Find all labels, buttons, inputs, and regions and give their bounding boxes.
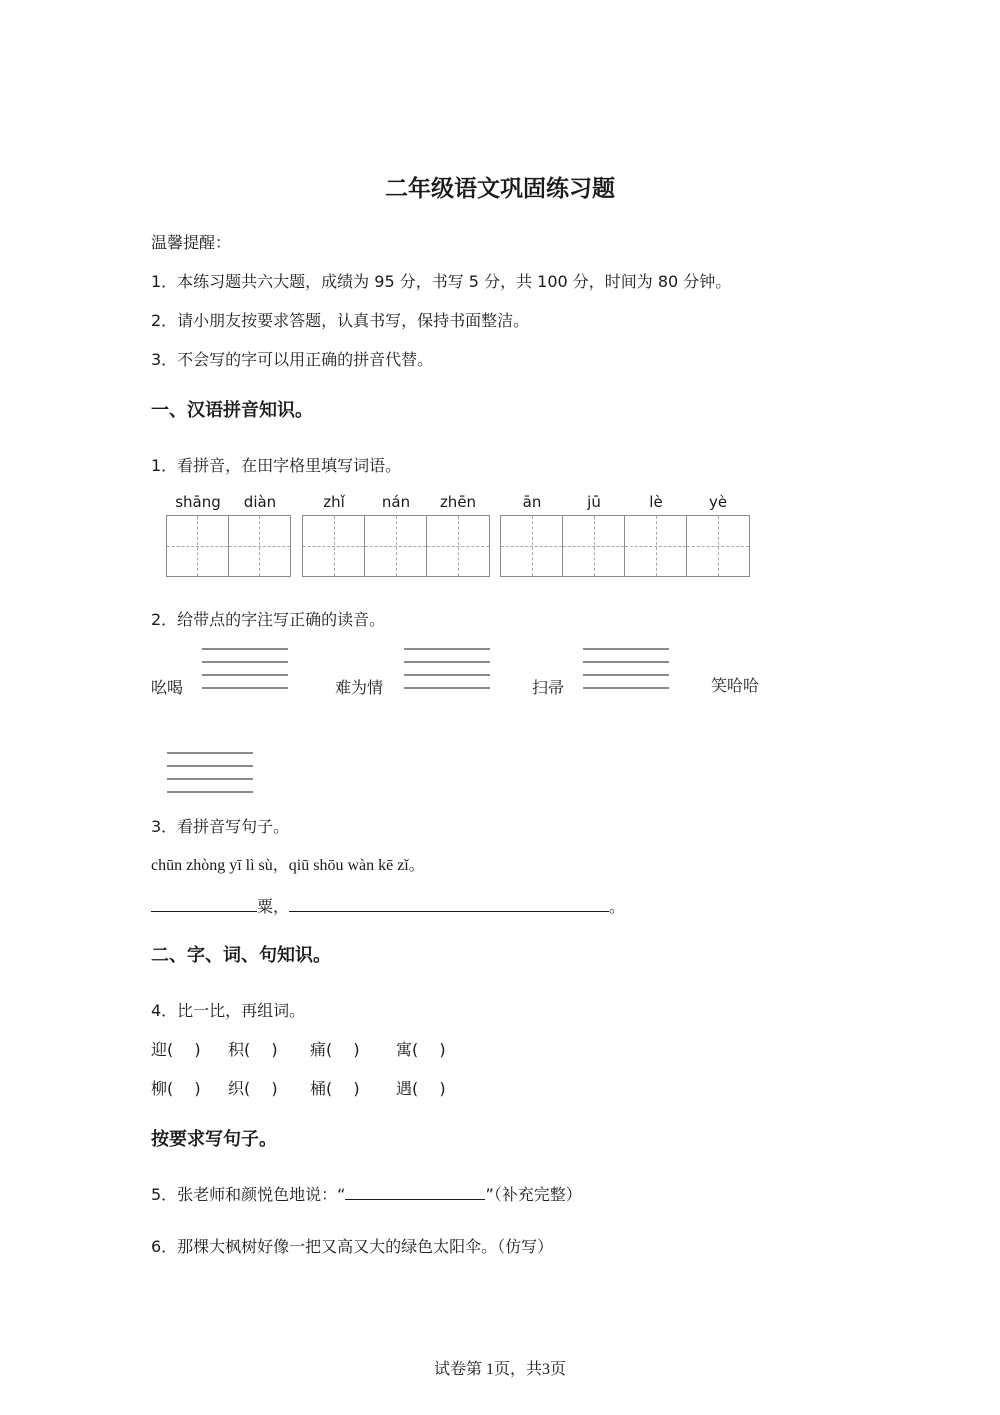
page-title: 二年级语文巩固练习题 [385,176,615,202]
pinyin-label: zhēn [439,493,477,511]
question-2-text: 2．给带点的字注写正确的读音。 [151,610,386,629]
answer-blank[interactable] [345,1183,485,1200]
pinyin-label: zhǐ [323,493,345,511]
compare-word[interactable]: 桶( ) [310,1079,360,1098]
compare-word[interactable]: 寓( ) [396,1040,446,1059]
word-yaohe: 吆喝 [151,678,184,697]
pinyin-label: yè [708,493,728,511]
compare-word[interactable]: 迎( ) [151,1040,201,1059]
reminder-heading: 温馨提醒： [151,233,232,252]
question-5-text: 5．张老师和颜悦色地说：“ [151,1185,346,1204]
question-3-text: 3．看拼音写句子。 [151,817,290,836]
sentence-answer-line [151,895,625,918]
tianzige-cell[interactable] [365,516,427,576]
tianzige-cell[interactable] [229,516,291,576]
compare-word[interactable]: 积( ) [228,1040,278,1059]
tianzige-group-3 [500,515,750,577]
question-4-text: 4．比一比，再组词。 [151,1001,306,1020]
question-5-suffix: ”（补充完整） [485,1185,582,1204]
pinyin-writing-lines[interactable] [167,752,253,804]
question-5-line [151,1183,582,1206]
tianzige-cell[interactable] [427,516,489,576]
section-heading-words: 二、字、词、句知识。 [151,945,331,966]
pinyin-label: shāng [175,493,221,511]
reminder-item-3: 3．不会写的字可以用正确的拼音代替。 [151,350,434,369]
pinyin-sentence: chūn zhòng yī lì sù，qiū shōu wàn kē zǐ。 [151,857,425,874]
tianzige-group-2 [302,515,490,577]
word-saozhou: 扫帚 [532,678,565,697]
tianzige-cell[interactable] [625,516,687,576]
tianzige-cell[interactable] [167,516,229,576]
answer-blank[interactable] [151,895,257,912]
tianzige-cell[interactable] [563,516,625,576]
page-footer: 试卷第 1页，共3页 [433,1361,566,1378]
reminder-item-1: 1．本练习题共六大题，成绩为 95 分，书写 5 分，共 100 分，时间为 80 分钟。 [151,272,732,291]
pinyin-label: jū [587,493,601,511]
word-xiaohaha: 笑哈哈 [711,676,760,695]
tianzige-cell[interactable] [687,516,749,576]
compare-word[interactable]: 遇( ) [396,1079,446,1098]
section-heading-sentences: 按要求写句子。 [151,1129,277,1150]
pinyin-label: lè [649,493,663,511]
question-1-text: 1．看拼音，在田字格里填写词语。 [151,456,402,475]
pinyin-label: diàn [243,493,277,511]
pinyin-label: nán [381,493,411,511]
tianzige-group-1 [166,515,291,577]
answer-blank[interactable] [289,895,609,912]
pinyin-writing-lines[interactable] [583,648,669,700]
tianzige-cell[interactable] [501,516,563,576]
word-nanweiqing: 难为情 [335,678,384,697]
pinyin-writing-lines[interactable] [202,648,288,700]
pinyin-writing-lines[interactable] [404,648,490,700]
answer-fixed-text: 粟， [257,897,290,916]
reminder-item-2: 2．请小朋友按要求答题，认真书写，保持书面整洁。 [151,311,530,330]
tianzige-cell[interactable] [303,516,365,576]
section-heading-pinyin: 一、汉语拼音知识。 [151,400,313,421]
compare-word[interactable]: 柳( ) [151,1079,201,1098]
compare-word[interactable]: 织( ) [228,1079,278,1098]
compare-word[interactable]: 痛( ) [310,1040,360,1059]
question-6-text: 6．那棵大枫树好像一把又高又大的绿色太阳伞。（仿写） [151,1237,554,1256]
answer-end-punct: 。 [609,897,626,916]
pinyin-label: ān [522,493,542,511]
